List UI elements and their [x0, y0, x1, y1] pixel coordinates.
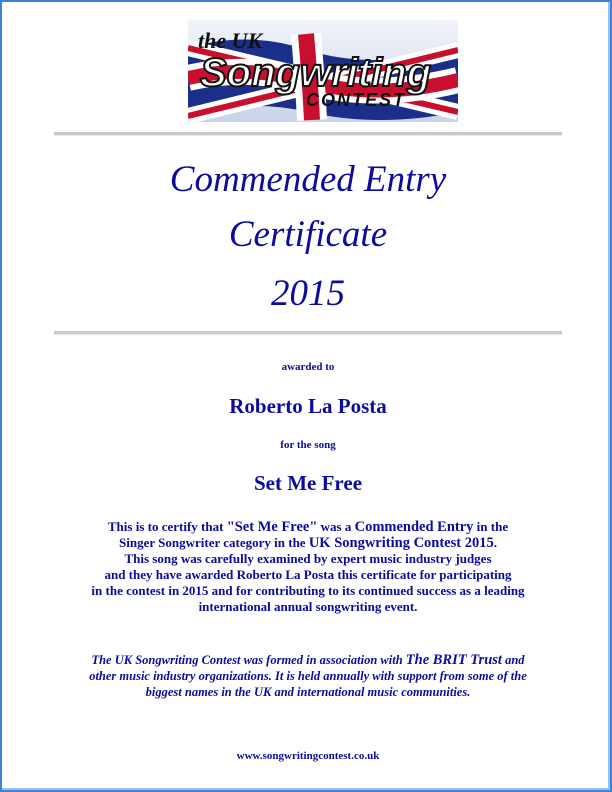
logo-text-contest: CONTEST [306, 90, 407, 110]
song-title: Set Me Free [253, 471, 363, 495]
statement-line-4: and they have awarded Roberto La Posta this certificate for participating [104, 567, 512, 582]
contest-logo [188, 20, 458, 122]
statement-line-6: international annual songwriting event. [198, 599, 418, 614]
certificate-title-line1: Commended Entry [169, 159, 447, 200]
association-line-3: biggest names in the UK and international music communities. [145, 685, 471, 699]
statement-line-3: This song was carefully examined by expert music industry judges [124, 551, 492, 566]
certification-statement [42, 519, 574, 615]
association-statement [42, 652, 574, 700]
recipient-name: Roberto La Posta [229, 394, 387, 418]
statement-line-1: This is to certify that "Set Me Free" was a Commended Entry in the [107, 519, 509, 535]
awarded-to-label: awarded to [281, 361, 335, 373]
union-jack-logo-image [188, 20, 458, 122]
logo-text-songwriting: Songwriting [200, 51, 432, 95]
statement-line-5: in the contest in 2015 and for contributing to its continued success as a leading [91, 583, 525, 598]
website-link[interactable]: www.songwritingcontest.co.uk [236, 750, 380, 762]
statement-line-2: Singer Songwriter category in the UK Songwriting Contest 2015. [119, 535, 497, 551]
top-divider [54, 132, 562, 136]
bottom-divider [54, 331, 562, 335]
association-line-1: The UK Songwriting Contest was formed in association with The BRIT Trust and [91, 652, 525, 668]
certificate-title-line2: Certificate [228, 214, 388, 255]
certificate-year: 2015 [271, 273, 345, 314]
association-line-2: other music industry organizations. It is held annually with support from some of the [89, 669, 527, 683]
for-the-song-label: for the song [280, 439, 336, 451]
logo-text-the-uk: the UK [198, 28, 263, 53]
